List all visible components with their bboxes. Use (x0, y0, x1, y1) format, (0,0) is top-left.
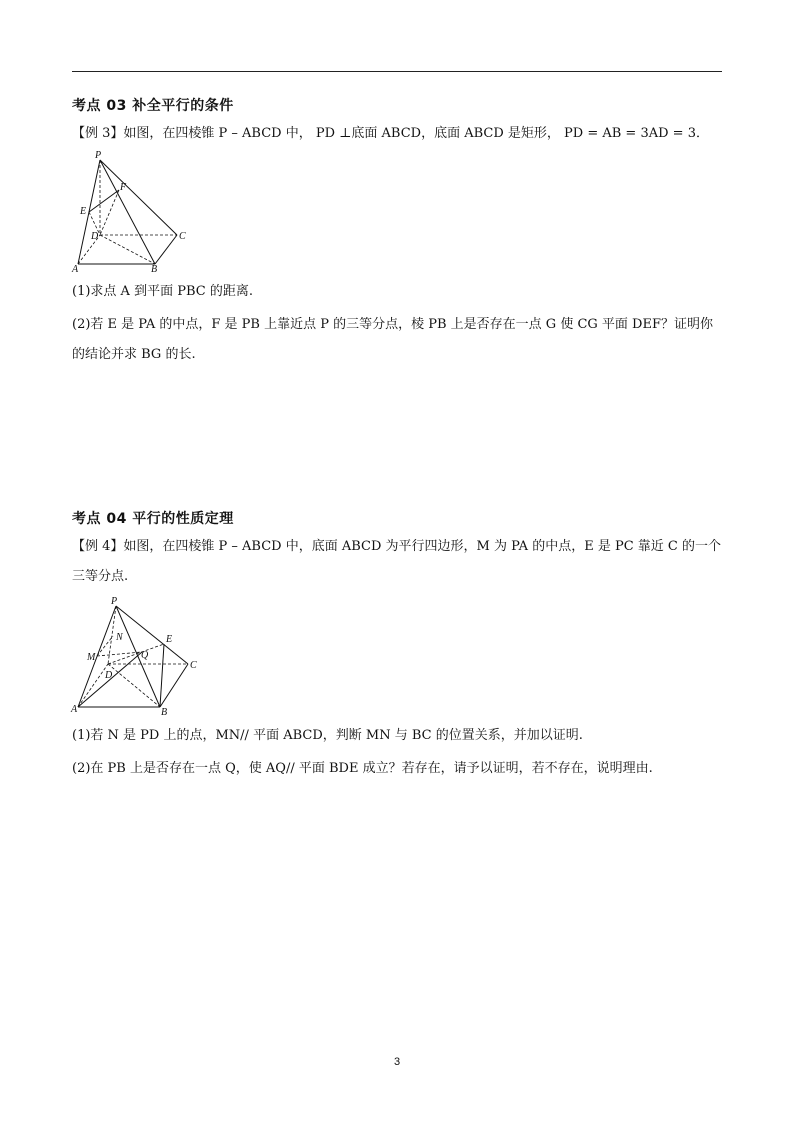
edge-PC (116, 606, 188, 664)
label-P: P (111, 596, 118, 607)
example-3-question-1: (1)求点 A 到平面 PBC 的距离. (72, 284, 253, 299)
label-N: N (116, 632, 123, 643)
label-C: C (190, 660, 197, 671)
label-Q: Q (141, 650, 149, 661)
figure-pyramid-example-4 (70, 592, 205, 717)
page-number: 3 (393, 1056, 401, 1068)
example-4-statement-line-1: 【例 4】如图，在四棱锥 P – ABCD 中，底面 ABCD 为平行四边形，M 为 PA 的中点，E 是 PC 靠近 C 的一个 (72, 539, 721, 554)
label-B: B (161, 707, 168, 717)
edge-BC (160, 664, 188, 707)
example-3-statement: 【例 3】如图，在四棱锥 P – ABCD 中， PD ⊥底面 ABCD，底面 ABCD 是矩形， PD = AB = 3AD = 3． (72, 126, 709, 141)
edge-DB (108, 664, 160, 707)
edge-MQ (97, 652, 142, 656)
label-C: C (179, 231, 186, 242)
figure-pyramid-example-3 (70, 150, 200, 275)
edge-PB (100, 160, 155, 264)
example-4-statement-line-2: 三等分点. (72, 569, 129, 584)
label-E: E (166, 634, 173, 645)
example-3-question-2-line-1: (2)若 E 是 PA 的中点，F 是 PB 上靠近点 P 的三等分点，棱 PB 上是否存在一点 G 使 CG 平面 DEF？证明你 (72, 317, 713, 332)
label-A: A (72, 264, 79, 275)
label-A: A (71, 704, 78, 715)
section-title-3: 考点 03 补全平行的条件 (72, 98, 234, 114)
section-title-4: 考点 04 平行的性质定理 (72, 511, 234, 527)
label-D: D (91, 231, 99, 242)
label-F: F (120, 182, 127, 193)
example-4-question-1: (1)若 N 是 PD 上的点，MN// 平面 ABCD，判断 MN 与 BC 的位置关系，并加以证明. (72, 728, 583, 743)
edge-PA (78, 606, 116, 707)
edge-PB (116, 606, 160, 707)
edge-DE (108, 644, 164, 664)
edge-BC (155, 235, 177, 264)
edge-DB (100, 235, 155, 264)
header-rule (72, 71, 722, 72)
example-4-question-2: (2)在 PB 上是否存在一点 Q，使 AQ// 平面 BDE 成立？若存在，请予以证明，若不存在，说明理由. (72, 761, 653, 776)
edge-BE (160, 644, 164, 707)
label-D: D (105, 670, 113, 681)
example-3-question-2-line-2: 的结论并求 BG 的长. (72, 347, 196, 362)
label-P: P (95, 150, 102, 161)
edge-PC (100, 160, 177, 235)
label-E: E (80, 206, 87, 217)
label-M: M (87, 652, 96, 663)
label-B: B (151, 264, 158, 275)
